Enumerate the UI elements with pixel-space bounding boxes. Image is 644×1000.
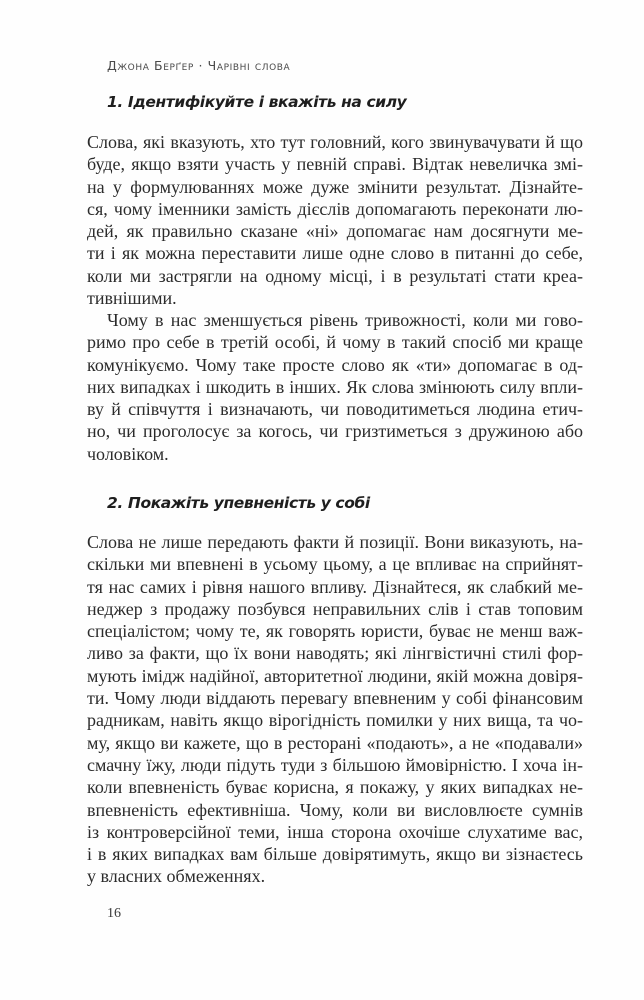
text-line: і в яких випадках вам більше довірятимуть, якщо ви зізнаєтесь [87,844,583,865]
text-line: у власних обмеженнях. [87,866,266,887]
text-line: ти. Чому люди віддають перевагу впевненим у собі фінансовим [87,688,583,709]
section-1-paragraph-2 [87,309,583,465]
text-line: тивнішими. [87,288,177,309]
text-line: неджер з продажу позбувся неправильних слів і став топовим [87,598,583,619]
text-line: чоловіком. [87,443,169,464]
text-line: ти і як можна переставити лише одне слово в питанні до себе, [87,243,583,264]
text-line: радникам, навіть якщо вірогідність помилки у них вища, та чо- [87,710,583,731]
text-line: дей, як правильно сказане «ні» допомагає нам досягнути ме- [87,221,583,242]
page-number: 16 [107,906,121,921]
text-line: му, якщо ви кажете, що в ресторані «подають», а не «подавали» [87,732,583,753]
text-line: коли впевненість буває корисна, я покажу, у яких випадках не- [87,777,583,798]
text-line: скільки ми впевнені в усьому цьому, а це впливає на сприйнят- [87,554,583,575]
text-line: ву й співчуття і визначають, чи поводитиметься людина етич- [87,399,583,420]
text-line: них випадках і шкодить в інших. Як слова змінюють силу впли- [87,376,583,397]
text-line: смачну їжу, люди підуть туди з більшою ймовірністю. І хоча ін- [87,754,583,775]
text-line: комунікуємо. Чому таке просте слово як «ти» допомагає в од- [87,354,583,375]
section-heading-2: 2. Покажіть упевненість у собі [107,494,370,512]
text-line: на у формулюваннях може дуже змінити результат. Дізнайте- [87,176,583,197]
section-heading-1: 1. Ідентифікуйте і вкажіть на силу [107,93,407,111]
text-line: ся, чому іменники замість дієслів допомагають переконати лю- [87,198,583,219]
text-line: Слова не лише передають факти й позиції. Вони виказують, на- [87,532,583,552]
text-line: мують імідж надійної, авторитетної людини, якій можна довіря- [87,665,583,686]
text-line: но, чи проголосує за когось, чи гризтиметься з дружиною або [87,421,583,442]
text-line: із контроверсійної теми, інша сторона охочіше слухатиме вас, [87,821,583,842]
text-line: буде, якщо взяти участь у певній справі. Відтак невеличка змі- [87,154,583,175]
text-line: ливо за факти, що їх вони наводять; які лінгвістичні стилі фор- [87,643,583,664]
text-line: впевненість ефективніша. Чому, коли ви висловлюєте сумнів [87,799,583,820]
text-line: Слова, які вказують, хто тут головний, кого звинувачувати й що [87,132,583,152]
text-line: спеціалістом; чому те, як говорять юристи, буває не менш важ- [87,621,583,642]
section-1-paragraph-1 [87,131,583,309]
text-line: тя нас самих і рівня нашого впливу. Дізнайтеся, як слабкий ме- [87,576,583,597]
text-line: римо про себе в третій особі, й чому в такий спосіб ми краще [87,332,583,353]
running-header: Джона Берґер · Чарівні слова [107,58,291,73]
section-2-paragraph-1 [87,531,583,888]
text-line: Чому в нас зменшується рівень тривожності, коли ми гово- [107,310,583,330]
text-line: коли ми застрягли на одному місці, і в результаті стати креа- [87,265,583,286]
